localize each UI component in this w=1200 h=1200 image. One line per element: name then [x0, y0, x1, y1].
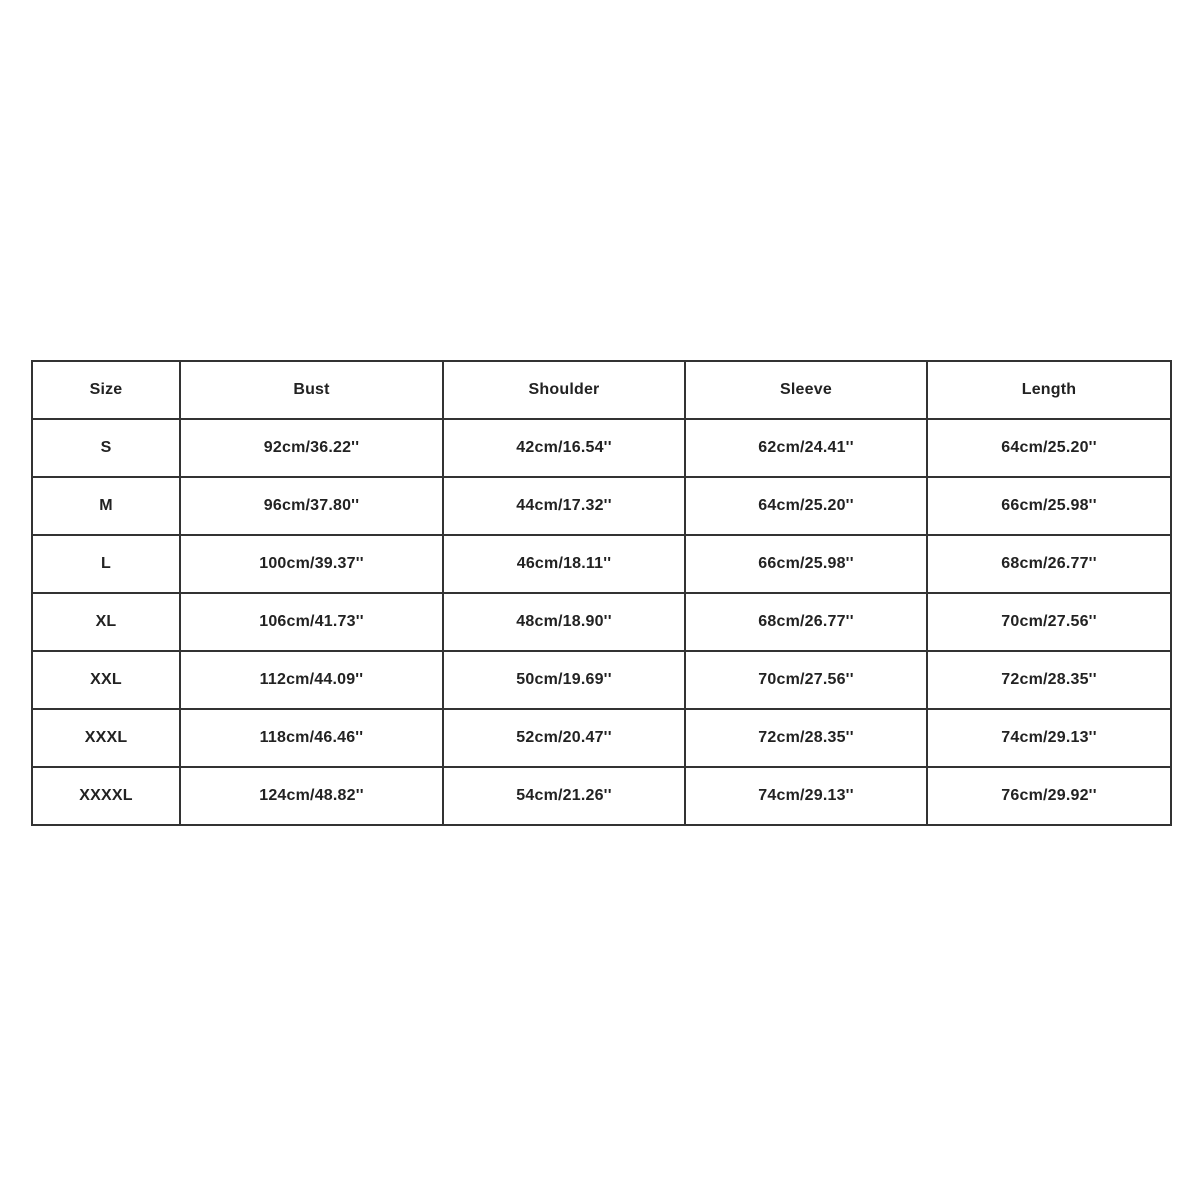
table-header	[32, 361, 1171, 419]
cell-size: M	[32, 477, 180, 535]
cell-sleeve: 66cm/25.98''	[685, 535, 927, 593]
header-shoulder: Shoulder	[443, 361, 685, 419]
cell-shoulder: 52cm/20.47''	[443, 709, 685, 767]
cell-size: XXXXL	[32, 767, 180, 825]
table-row	[32, 709, 1171, 767]
table-row	[32, 593, 1171, 651]
cell-bust: 118cm/46.46''	[180, 709, 443, 767]
cell-sleeve: 62cm/24.41''	[685, 419, 927, 477]
cell-bust: 100cm/39.37''	[180, 535, 443, 593]
cell-length: 64cm/25.20''	[927, 419, 1171, 477]
header-length: Length	[927, 361, 1171, 419]
table-row	[32, 419, 1171, 477]
table-row	[32, 651, 1171, 709]
table-body	[32, 419, 1171, 825]
cell-shoulder: 54cm/21.26''	[443, 767, 685, 825]
cell-sleeve: 74cm/29.13''	[685, 767, 927, 825]
cell-sleeve: 64cm/25.20''	[685, 477, 927, 535]
cell-shoulder: 44cm/17.32''	[443, 477, 685, 535]
cell-length: 66cm/25.98''	[927, 477, 1171, 535]
cell-size: L	[32, 535, 180, 593]
cell-shoulder: 42cm/16.54''	[443, 419, 685, 477]
cell-length: 72cm/28.35''	[927, 651, 1171, 709]
cell-shoulder: 48cm/18.90''	[443, 593, 685, 651]
header-size: Size	[32, 361, 180, 419]
cell-length: 74cm/29.13''	[927, 709, 1171, 767]
table-row	[32, 535, 1171, 593]
cell-bust: 96cm/37.80''	[180, 477, 443, 535]
cell-sleeve: 72cm/28.35''	[685, 709, 927, 767]
cell-size: XXXL	[32, 709, 180, 767]
cell-length: 68cm/26.77''	[927, 535, 1171, 593]
cell-shoulder: 50cm/19.69''	[443, 651, 685, 709]
cell-size: XXL	[32, 651, 180, 709]
cell-length: 76cm/29.92''	[927, 767, 1171, 825]
table-row	[32, 767, 1171, 825]
size-chart-table	[31, 360, 1172, 826]
header-row	[32, 361, 1171, 419]
table-row	[32, 477, 1171, 535]
cell-sleeve: 68cm/26.77''	[685, 593, 927, 651]
cell-size: XL	[32, 593, 180, 651]
header-bust: Bust	[180, 361, 443, 419]
cell-shoulder: 46cm/18.11''	[443, 535, 685, 593]
cell-length: 70cm/27.56''	[927, 593, 1171, 651]
cell-bust: 124cm/48.82''	[180, 767, 443, 825]
header-sleeve: Sleeve	[685, 361, 927, 419]
cell-bust: 112cm/44.09''	[180, 651, 443, 709]
cell-size: S	[32, 419, 180, 477]
cell-sleeve: 70cm/27.56''	[685, 651, 927, 709]
cell-bust: 106cm/41.73''	[180, 593, 443, 651]
cell-bust: 92cm/36.22''	[180, 419, 443, 477]
